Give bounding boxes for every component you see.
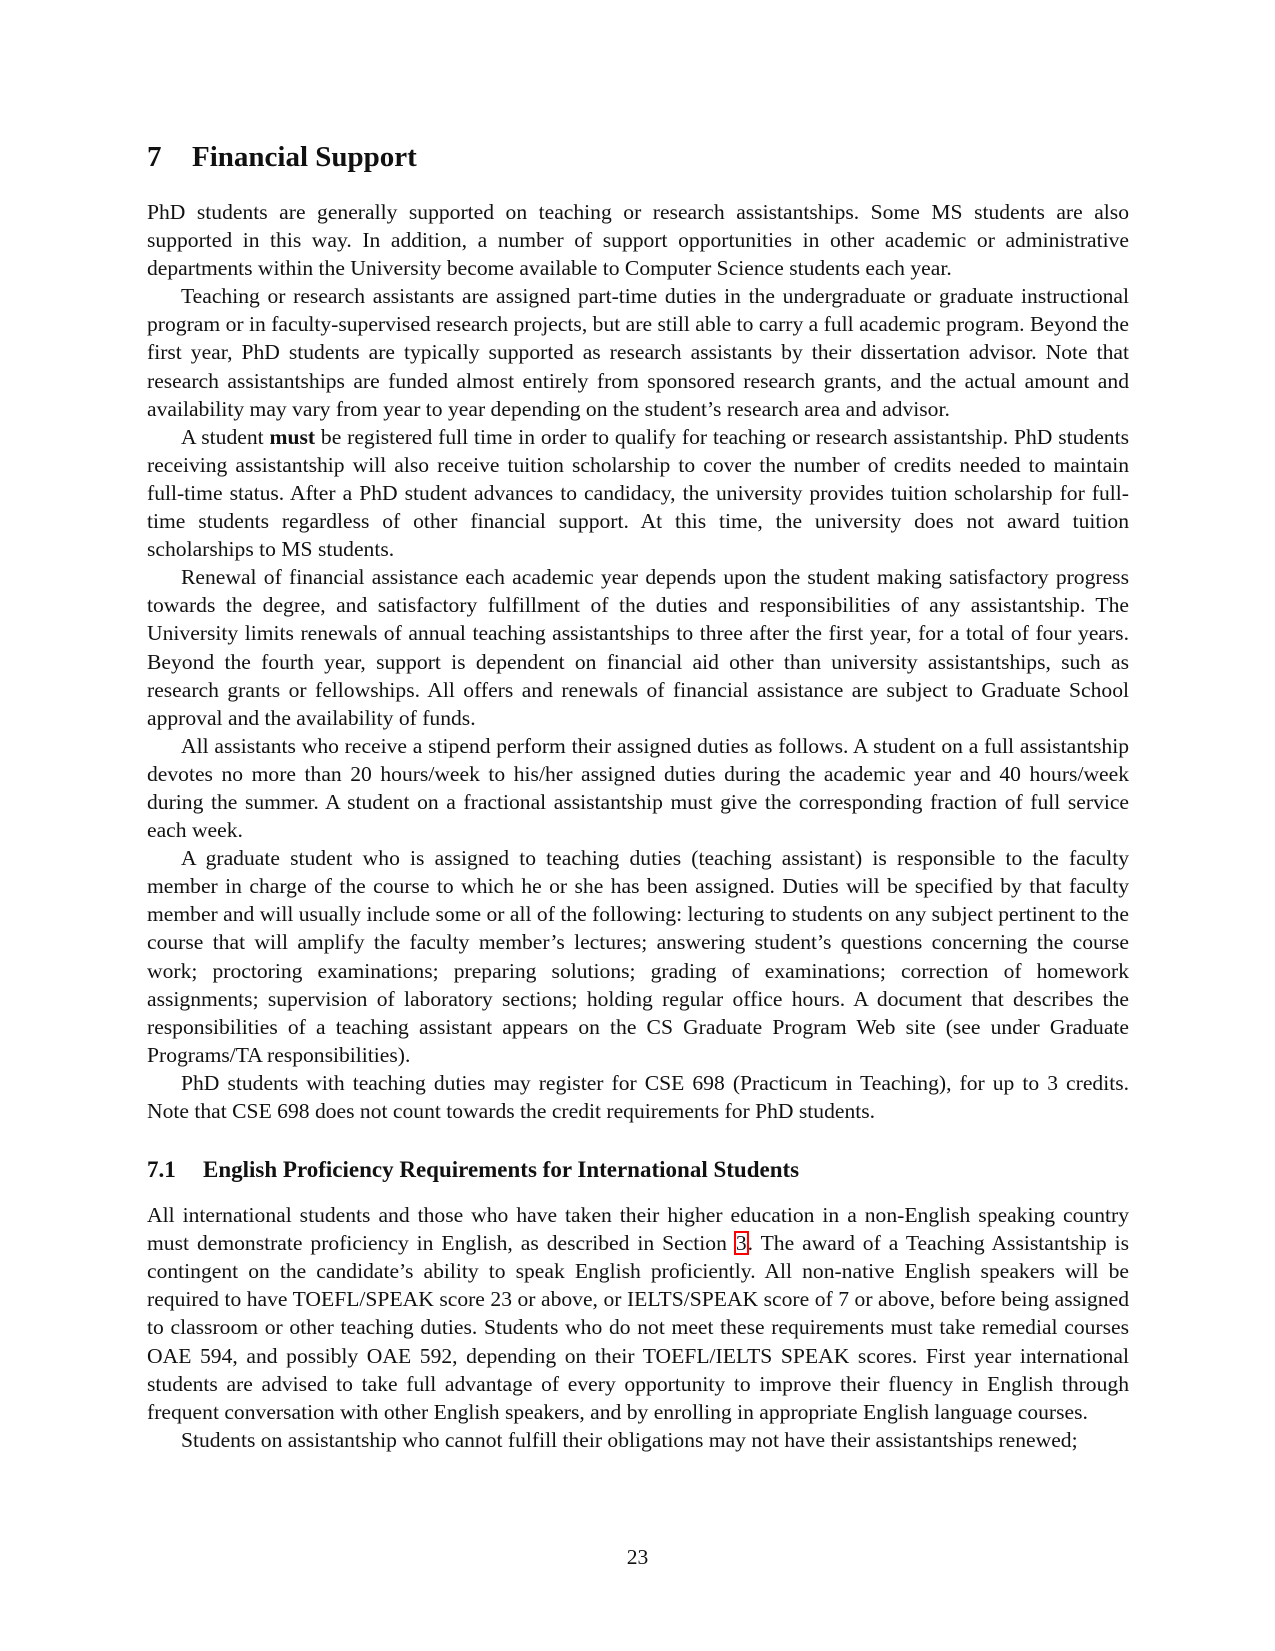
document-page <box>147 138 1129 1454</box>
section-number: 7 <box>147 141 162 173</box>
paragraph: A student must be registered full time in order to qualify for teaching or research assistantship. PhD students receiving assistantship will also receive tuition scholarship to cover the number of credits needed to maintain full-time status. After a PhD student advances to candidacy, the university provides tuition scholarship for full-time students regardless of other financial support. At this time, the university does not award tuition scholarships to MS students. <box>147 424 1129 562</box>
emphasis-must: must <box>269 424 316 449</box>
paragraph: All assistants who receive a stipend perform their assigned duties as follows. A student on a full assistantship devotes no more than 20 hours/week to his/her assigned duties during the academic year and 40 hours/week during the summer. A student on a fractional assistantship must give the corresponding fraction of full service each week. <box>147 733 1129 843</box>
subsection-heading <box>147 1155 1129 1185</box>
paragraph: Renewal of financial assistance each academic year depends upon the student making satisfactory progress towards the degree, and satisfactory fulfillment of the duties and responsibilities of any assistantship. The University limits renewals of annual teaching assistantships to three after the first year, for a total of four years. Beyond the fourth year, support is dependent on financial aid other than university assistantships, such as research grants or fellowships. All offers and renewals of financial assistance are subject to Graduate School approval and the availability of funds. <box>147 565 1129 730</box>
paragraph: All international students and those who have taken their higher education in a non-English speaking country must demonstrate proficiency in English, as described in Section 3. The award of a Teaching Assistantship is contingent on the candidate’s ability to speak English proficiently. All non-native English speakers will be required to have TOEFL/SPEAK score 23 or above, or IELTS/SPEAK score of 7 or above, before being assigned to classroom or other teaching duties. Students who do not meet these requirements must take remedial courses OAE 594, and possibly OAE 592, depending on their TOEFL/IELTS SPEAK scores. First year international students are advised to take full advantage of every opportunity to improve their fluency in English through frequent conversation with other English speakers, and by enrolling in appropriate English language courses. <box>147 1203 1129 1424</box>
paragraph: Teaching or research assistants are assigned part-time duties in the undergraduate or graduate instructional program or in faculty-supervised research projects, but are still able to carry a full academic program. Beyond the first year, PhD students are typically supported as research assistants by their dissertation advisor. Note that research assistantships are funded almost entirely from sponsored research grants, and the actual amount and availability may vary from year to year depending on the student’s research area and advisor. <box>147 284 1129 421</box>
subsection-number: 7.1 <box>147 1157 176 1183</box>
paragraph: Students on assistantship who cannot fulfill their obligations may not have their assistantships renewed; <box>181 1427 1078 1452</box>
page-number: 23 <box>626 1545 649 1569</box>
section-title: Financial Support <box>192 141 417 173</box>
subsection-title: English Proficiency Requirements for International Students <box>203 1157 800 1183</box>
section-reference-link[interactable]: 3 <box>735 1231 747 1256</box>
section-heading <box>147 138 1129 176</box>
paragraph: PhD students with teaching duties may register for CSE 698 (Practicum in Teaching), for up to 3 credits. Note that CSE 698 does not count towards the credit requirements for PhD students. <box>147 1070 1129 1123</box>
paragraph: A graduate student who is assigned to teaching duties (teaching assistant) is responsible to the faculty member in charge of the course to which he or she has been assigned. Duties will be specified by that faculty member and will usually include some or all of the following: lecturing to students on any subject pertinent to the course that will amplify the faculty member’s lectures; answering student’s questions concerning the course work; proctoring examinations; preparing solutions; grading of examinations; correction of homework assignments; supervision of laboratory sections; holding regular office hours. A document that describes the responsibilities of a teaching assistant appears on the CS Graduate Program Web site (see under Graduate Programs/TA responsibilities). <box>147 846 1129 1067</box>
paragraph: PhD students are generally supported on teaching or research assistantships. Some MS students are also supported in this way. In addition, a number of support opportunities in other academic or administrative departments within the University become available to Computer Science students each year. <box>147 200 1129 281</box>
